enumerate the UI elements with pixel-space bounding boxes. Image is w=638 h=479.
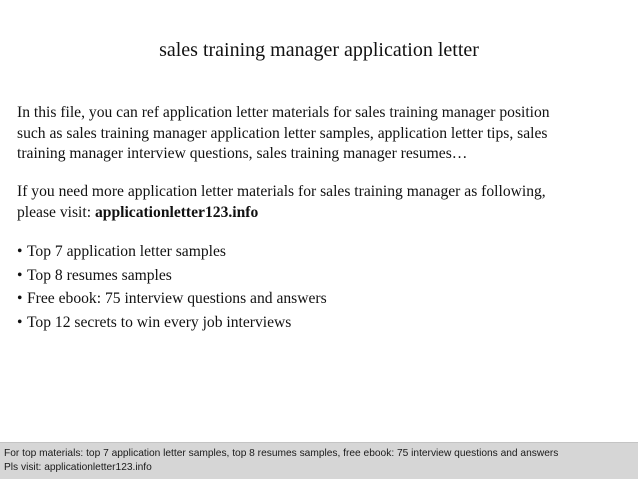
intro-line: such as sales training manager application letter samples, application letter tips, sales	[17, 124, 548, 142]
list-item: • Top 12 secrets to win every job interviews	[17, 311, 327, 335]
footer-bar	[0, 442, 638, 479]
list-item: • Top 8 resumes samples	[17, 264, 327, 288]
list-item: • Top 7 application letter samples	[17, 240, 327, 264]
footer-line: For top materials: top 7 application letter samples, top 8 resumes samples, free ebook: 75 interview questions and answers	[4, 448, 559, 459]
list-item: • Free ebook: 75 interview questions and answers	[17, 287, 327, 311]
intro-line: training manager interview questions, sales training manager resumes…	[17, 145, 468, 162]
intro-line: In this file, you can ref application letter materials for sales training manager position	[17, 104, 550, 121]
visit-line-2	[17, 203, 629, 224]
intro-paragraph	[17, 103, 629, 165]
visit-paragraph	[17, 182, 629, 223]
site-link[interactable]: applicationletter123.info	[94, 203, 259, 221]
footer-line: Pls visit: applicationletter123.info	[4, 462, 152, 473]
visit-line: If you need more application letter materials for sales training manager as following,	[17, 183, 546, 200]
page-title: sales training manager application letter	[159, 39, 479, 61]
visit-prefix: please visit:	[17, 203, 95, 221]
bullet-list	[17, 240, 327, 334]
